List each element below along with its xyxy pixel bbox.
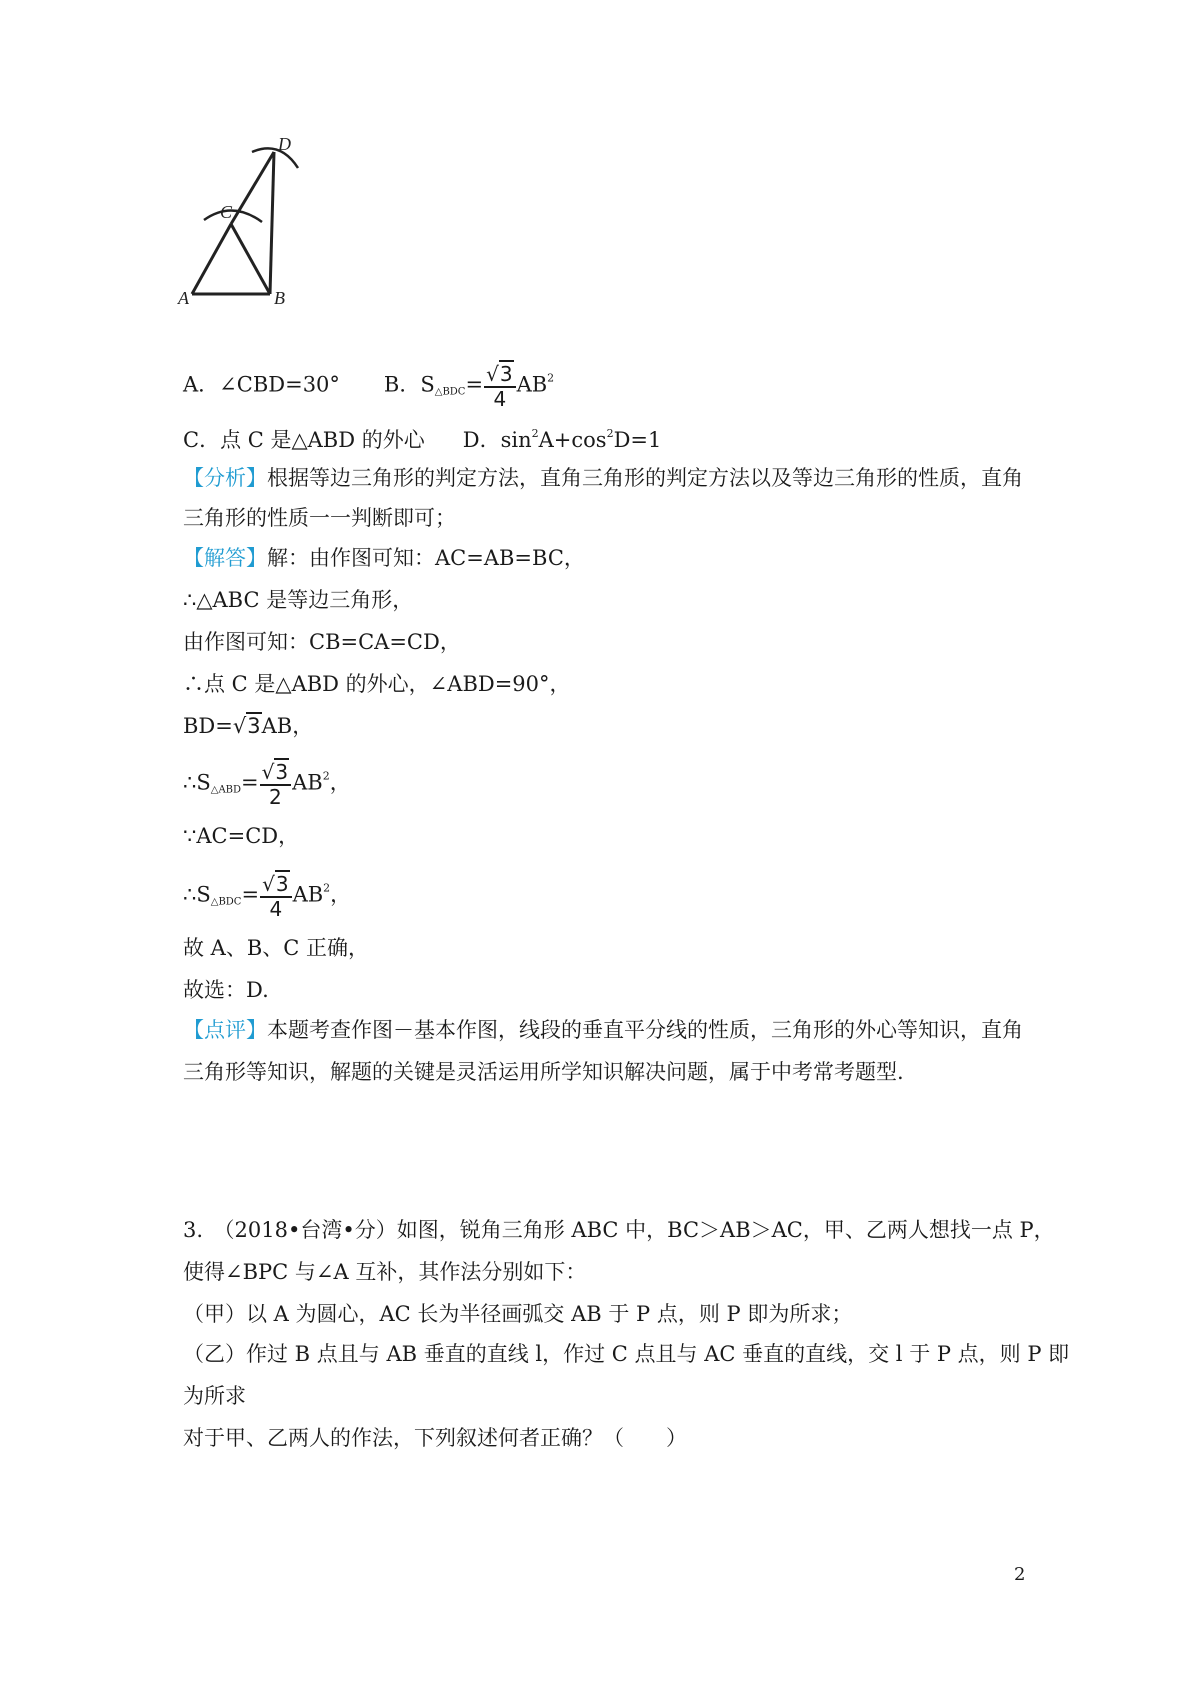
question3-line-2: 使得∠BPC 与∠A 互补，其作法分别如下： [183,1260,587,1284]
page-number: 2 [1014,1564,1026,1585]
solution-s-bdc-prefix: ∴S [183,882,211,907]
comment-text-1: 本题考查作图－基本作图，线段的垂直平分线的性质，三角形的外心等知识，直角 [267,1018,1023,1042]
option-a: A．∠CBD=30° [183,372,340,397]
option-d-sup2: 2 [606,427,614,440]
option-c: C．点 C 是△ABD 的外心 [183,428,425,452]
label-b: B [274,288,285,308]
solution-s-bdc-end: ， [330,882,352,907]
option-b-sup: 2 [547,371,555,385]
comment-line-2: 三角形等知识，解题的关键是灵活运用所学知识解决问题，属于中考常考题型. [183,1060,904,1084]
question3-line-3: （甲）以 A 为圆心，AC 长为半径画弧交 AB 于 P 点，则 P 即为所求； [183,1302,853,1326]
solution-line-9: 故 A、B、C 正确， [183,936,370,960]
analysis-line-2: 三角形的性质一一判断即可； [183,506,456,530]
option-b-tail: AB [516,372,548,397]
solution-s-abd-eq: = [241,770,259,795]
solution-bd-sqrt: √3 [232,714,261,738]
solution-s-bdc-tail: AB [292,882,324,907]
option-b-num: 3 [499,362,513,386]
label-d: D [278,134,291,154]
option-b-prefix: B．S [383,372,435,397]
solution-line-7: ∵AC=CD， [183,824,300,848]
solution-s-abd-sup: 2 [322,769,330,783]
solution-s-bdc-eq: = [241,882,260,907]
label-c: C [220,202,233,222]
solution-line-8 [183,872,351,920]
options-row-ab [183,362,554,410]
comment-line-1 [183,1016,1023,1044]
solution-line-3: 由作图可知：CB=CA=CD， [183,630,461,654]
solution-line-10: 故选：D. [183,978,269,1002]
question3-line-6: 对于甲、乙两人的作法，下列叙述何者正确？（ ） [183,1426,687,1450]
analysis-text-1: 根据等边三角形的判定方法，直角三角形的判定方法以及等边三角形的性质，直角 [267,466,1023,490]
option-b-sub: △BDC [434,386,466,398]
segment-bc [231,224,270,294]
solution-s-abd-end: ， [329,770,351,795]
solution-s-abd-den: 2 [269,785,282,809]
analysis-line-1 [183,464,1023,492]
label-a: A [178,288,189,308]
solution-bd-tail: AB， [261,714,314,738]
option-d-sup1: 2 [531,427,539,440]
solution-bd-radicand: 3 [247,714,261,738]
solution-line-6 [183,760,351,808]
solution-s-abd-num: 3 [275,760,289,784]
solution-s-abd-prefix: ∴S [183,770,211,795]
question3-line-5: 为所求 [183,1384,246,1408]
segment-bd [270,152,274,294]
solution-s-bdc-num: 3 [275,872,289,896]
solution-s-abd-sub: △ABD [210,784,242,796]
analysis-tag: 【分析】 [183,466,267,490]
option-b-den: 4 [493,387,507,411]
solution-line-5 [183,712,313,740]
solution-tag: 【解答】 [183,546,267,570]
comment-tag: 【点评】 [183,1018,267,1042]
solution-s-bdc-den: 4 [269,897,283,921]
solution-line-4: ∴点 C 是△ABD 的外心，∠ABD=90°， [183,672,571,696]
solution-bd-prefix: BD= [183,714,233,738]
question3-line-1: 3. （2018•台湾•分）如图，锐角三角形 ABC 中，BC＞AB＞AC，甲、乙两人想找一点 P， [183,1218,1055,1242]
solution-s-bdc-fraction: $\frac{√3}{4}$ [260,872,291,920]
option-d-mid: A+cos [538,428,607,452]
solution-text-1: 解：由作图可知：AC=AB=BC， [267,546,585,570]
construction-figure [178,134,340,338]
option-b-fraction: $\frac{√3}{4}$ [484,362,515,410]
segment-ac [192,224,231,294]
solution-line-2: ∴△ABC 是等边三角形， [183,588,414,612]
solution-s-bdc-sub: △BDC [210,896,242,908]
options-row-cd [183,420,661,454]
solution-s-bdc-sup: 2 [323,881,331,895]
solution-s-abd-tail: AB [292,770,323,795]
solution-line-1 [183,544,585,572]
option-b-eq: = [465,372,484,397]
option-d-prefix: D．sin [462,428,532,452]
solution-s-abd-fraction: $\frac{√3}{2}$ [260,760,291,808]
segment-cd [231,152,274,224]
option-d-tail: D=1 [613,428,662,452]
question3-line-4: （乙）作过 B 点且与 AB 垂直的直线 l，作过 C 点且与 AC 垂直的直线，交 l 于 P 点，则 P 即 [183,1342,1070,1366]
